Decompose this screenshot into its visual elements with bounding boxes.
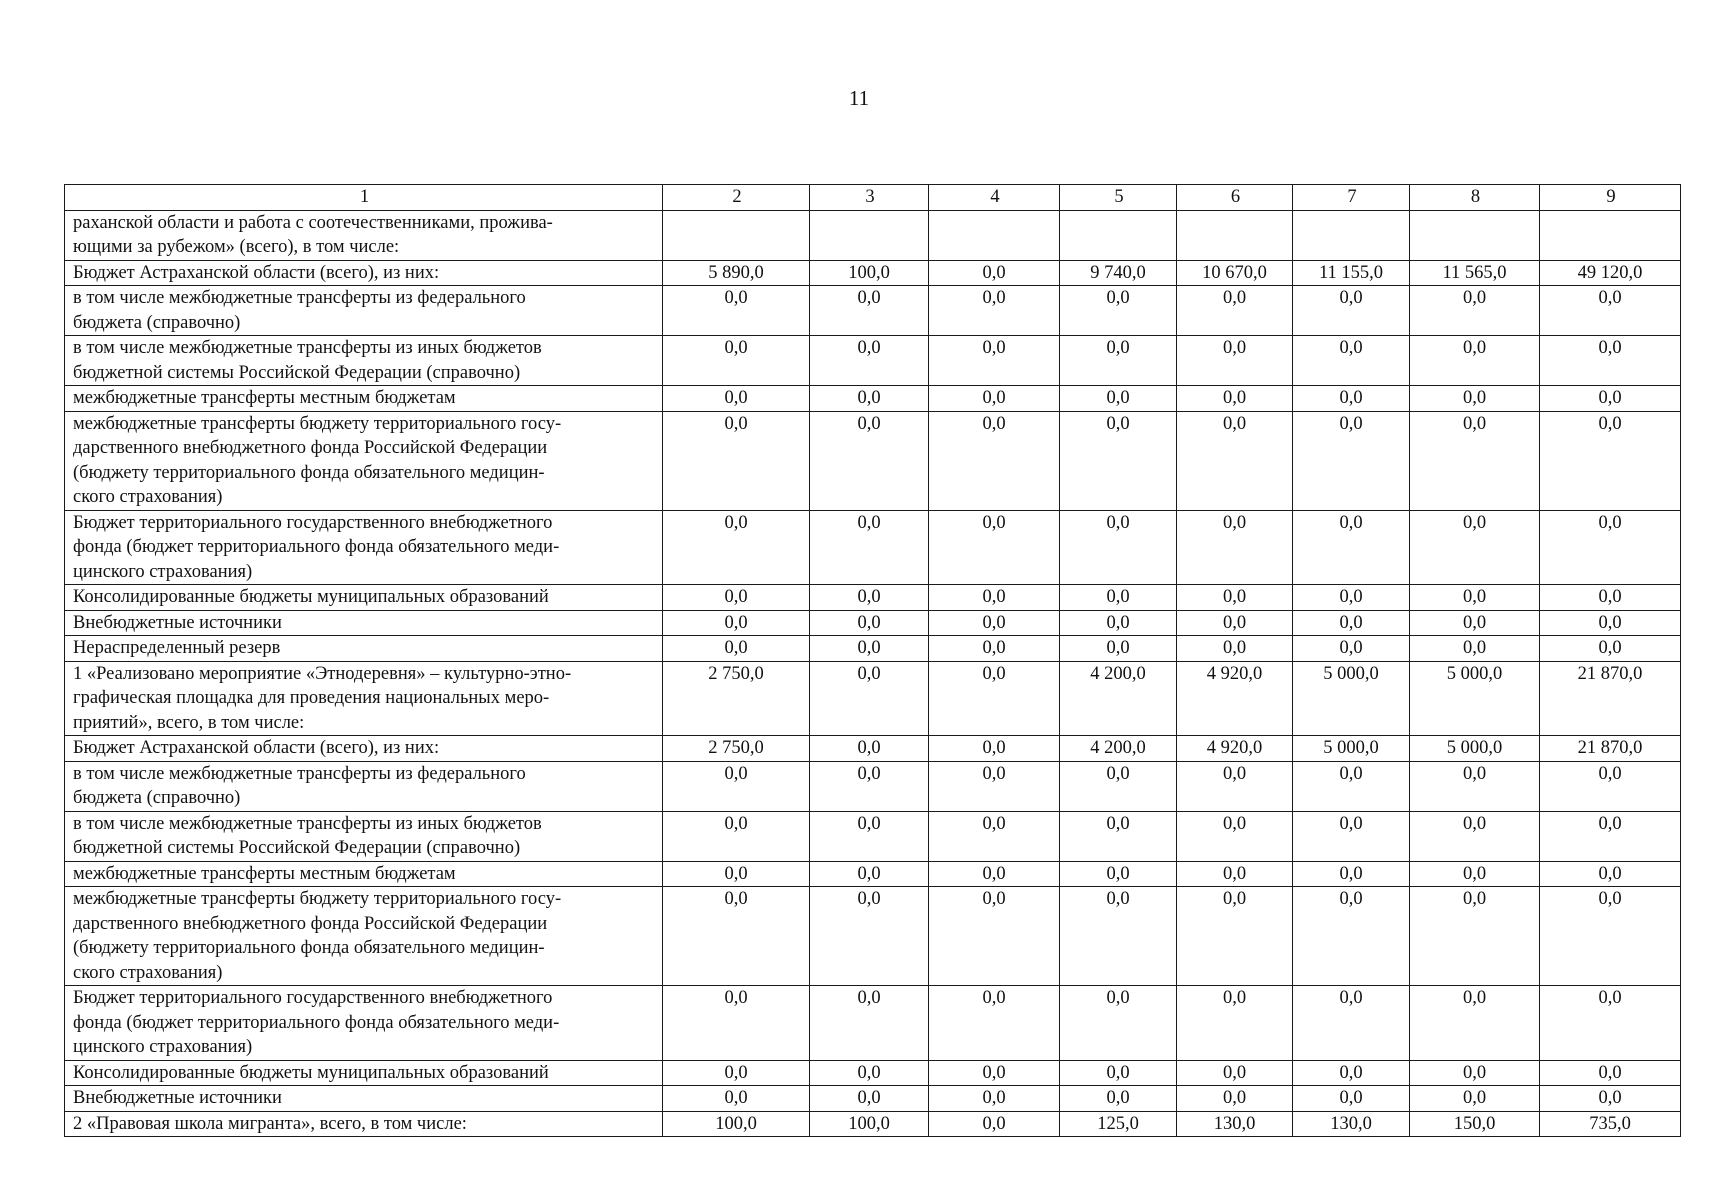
value-cell: 0,0: [929, 811, 1060, 861]
value-cell: 0,0: [663, 286, 810, 336]
value-cell: 0,0: [810, 411, 929, 510]
value-cell: 100,0: [810, 1111, 929, 1137]
value-cell: 0,0: [1540, 336, 1681, 386]
value-cell: 0,0: [1540, 1086, 1681, 1112]
value-cell: 2 750,0: [663, 661, 810, 736]
value-cell: 0,0: [663, 610, 810, 636]
value-cell: 0,0: [1410, 286, 1540, 336]
value-cell: 0,0: [1410, 1086, 1540, 1112]
value-cell: 0,0: [1177, 636, 1293, 662]
header-cell: 7: [1293, 185, 1410, 211]
value-cell: 125,0: [1060, 1111, 1177, 1137]
value-cell: 0,0: [1177, 510, 1293, 585]
value-cell: 0,0: [929, 887, 1060, 986]
value-cell: 0,0: [929, 761, 1060, 811]
value-cell: 0,0: [1540, 610, 1681, 636]
value-cell: 0,0: [1060, 887, 1177, 986]
value-cell: 0,0: [663, 411, 810, 510]
value-cell: 0,0: [810, 1060, 929, 1086]
value-cell: 0,0: [929, 411, 1060, 510]
value-cell: 0,0: [810, 661, 929, 736]
value-cell: 0,0: [1540, 986, 1681, 1061]
value-cell: 0,0: [929, 661, 1060, 736]
value-cell: 0,0: [1293, 1060, 1410, 1086]
value-cell: [929, 210, 1060, 260]
value-cell: 0,0: [1177, 1086, 1293, 1112]
value-cell: 0,0: [1410, 510, 1540, 585]
table-row: [65, 510, 1681, 585]
table-row: [65, 986, 1681, 1061]
value-cell: 130,0: [1177, 1111, 1293, 1137]
value-cell: 0,0: [1293, 1086, 1410, 1112]
value-cell: 0,0: [1060, 636, 1177, 662]
value-cell: 0,0: [663, 1086, 810, 1112]
value-cell: 0,0: [1293, 286, 1410, 336]
row-label: Консолидированные бюджеты муниципальных образований: [65, 585, 663, 611]
row-label: 1 «Реализовано мероприятие «Этнодеревня» – культурно-этно- графическая площадка для проведения национальных меро- приятий», всего, в том числе:: [65, 661, 663, 736]
row-label: в том числе межбюджетные трансферты из иных бюджетов бюджетной системы Российской Федерации (справочно): [65, 336, 663, 386]
row-label: межбюджетные трансферты бюджету территориального госу- дарственного внебюджетного фонда Российской Федерации (бюджету территориального фонда обязательного медицин- ского страхования): [65, 887, 663, 986]
value-cell: 0,0: [1410, 386, 1540, 412]
table-row: [65, 336, 1681, 386]
value-cell: 0,0: [1540, 887, 1681, 986]
header-cell: 2: [663, 185, 810, 211]
row-label: Консолидированные бюджеты муниципальных образований: [65, 1060, 663, 1086]
row-label: в том числе межбюджетные трансферты из иных бюджетов бюджетной системы Российской Федерации (справочно): [65, 811, 663, 861]
value-cell: 0,0: [810, 585, 929, 611]
value-cell: 0,0: [1177, 811, 1293, 861]
value-cell: 0,0: [663, 986, 810, 1061]
table-row: [65, 887, 1681, 986]
row-label: раханской области и работа с соотечественниками, прожива- ющими за рубежом» (всего), в том числе:: [65, 210, 663, 260]
value-cell: 0,0: [1540, 1060, 1681, 1086]
header-cell: 8: [1410, 185, 1540, 211]
value-cell: 0,0: [1177, 610, 1293, 636]
value-cell: 0,0: [1410, 411, 1540, 510]
value-cell: 0,0: [1060, 411, 1177, 510]
value-cell: 5 000,0: [1293, 661, 1410, 736]
page-number: 11: [848, 86, 870, 110]
value-cell: 21 870,0: [1540, 661, 1681, 736]
value-cell: 130,0: [1293, 1111, 1410, 1137]
value-cell: 11 155,0: [1293, 260, 1410, 286]
value-cell: 0,0: [663, 761, 810, 811]
value-cell: 0,0: [1060, 761, 1177, 811]
value-cell: 4 200,0: [1060, 661, 1177, 736]
value-cell: 735,0: [1540, 1111, 1681, 1137]
value-cell: 0,0: [810, 336, 929, 386]
table-row: [65, 1086, 1681, 1112]
value-cell: 0,0: [663, 1060, 810, 1086]
value-cell: 0,0: [1060, 861, 1177, 887]
value-cell: 0,0: [1177, 286, 1293, 336]
value-cell: 0,0: [1177, 761, 1293, 811]
value-cell: 0,0: [1540, 585, 1681, 611]
value-cell: [1540, 210, 1681, 260]
value-cell: [1410, 210, 1540, 260]
value-cell: 0,0: [929, 1060, 1060, 1086]
value-cell: 0,0: [929, 861, 1060, 887]
value-cell: 0,0: [1540, 386, 1681, 412]
value-cell: 0,0: [1060, 510, 1177, 585]
row-label: 2 «Правовая школа мигранта», всего, в том числе:: [65, 1111, 663, 1137]
value-cell: 0,0: [929, 610, 1060, 636]
table-row: [65, 636, 1681, 662]
value-cell: 0,0: [1060, 1060, 1177, 1086]
value-cell: 0,0: [1060, 585, 1177, 611]
value-cell: 0,0: [1410, 861, 1540, 887]
value-cell: 9 740,0: [1060, 260, 1177, 286]
value-cell: 0,0: [1293, 411, 1410, 510]
row-label: межбюджетные трансферты местным бюджетам: [65, 386, 663, 412]
table-row: [65, 386, 1681, 412]
value-cell: 0,0: [663, 336, 810, 386]
value-cell: 0,0: [1293, 386, 1410, 412]
value-cell: [1177, 210, 1293, 260]
value-cell: 0,0: [663, 811, 810, 861]
table-row: [65, 861, 1681, 887]
value-cell: 0,0: [929, 636, 1060, 662]
value-cell: 0,0: [810, 286, 929, 336]
table-row: [65, 1060, 1681, 1086]
value-cell: 0,0: [1177, 386, 1293, 412]
value-cell: 0,0: [1293, 761, 1410, 811]
value-cell: 4 920,0: [1177, 661, 1293, 736]
value-cell: 0,0: [663, 510, 810, 585]
table-row: [65, 411, 1681, 510]
value-cell: 0,0: [1410, 761, 1540, 811]
table-row: [65, 585, 1681, 611]
value-cell: 10 670,0: [1177, 260, 1293, 286]
row-label: Внебюджетные источники: [65, 610, 663, 636]
value-cell: 0,0: [663, 887, 810, 986]
value-cell: 100,0: [810, 260, 929, 286]
value-cell: 4 920,0: [1177, 736, 1293, 762]
value-cell: 0,0: [1060, 610, 1177, 636]
value-cell: 0,0: [929, 585, 1060, 611]
value-cell: 0,0: [1293, 336, 1410, 386]
value-cell: 2 750,0: [663, 736, 810, 762]
table-row: [65, 661, 1681, 736]
value-cell: 0,0: [1410, 336, 1540, 386]
value-cell: 0,0: [929, 1111, 1060, 1137]
value-cell: 0,0: [929, 336, 1060, 386]
row-label: межбюджетные трансферты бюджету территориального госу- дарственного внебюджетного фонда Российской Федерации (бюджету территориального фонда обязательного медицин- ского страхования): [65, 411, 663, 510]
value-cell: [1060, 210, 1177, 260]
value-cell: 0,0: [1540, 861, 1681, 887]
row-label: Бюджет Астраханской области (всего), из них:: [65, 736, 663, 762]
value-cell: 0,0: [810, 761, 929, 811]
value-cell: 0,0: [810, 811, 929, 861]
row-label: в том числе межбюджетные трансферты из федерального бюджета (справочно): [65, 286, 663, 336]
value-cell: 0,0: [929, 386, 1060, 412]
value-cell: 0,0: [1177, 861, 1293, 887]
value-cell: 0,0: [663, 386, 810, 412]
value-cell: 0,0: [1060, 811, 1177, 861]
value-cell: 0,0: [929, 510, 1060, 585]
value-cell: 0,0: [1060, 386, 1177, 412]
table-row: [65, 286, 1681, 336]
row-label: в том числе межбюджетные трансферты из федерального бюджета (справочно): [65, 761, 663, 811]
value-cell: 0,0: [1060, 986, 1177, 1061]
value-cell: 0,0: [1177, 1060, 1293, 1086]
value-cell: 5 000,0: [1410, 736, 1540, 762]
value-cell: 0,0: [929, 986, 1060, 1061]
value-cell: 0,0: [1060, 286, 1177, 336]
header-row: [65, 185, 1681, 211]
value-cell: [810, 210, 929, 260]
value-cell: 0,0: [1177, 411, 1293, 510]
value-cell: 0,0: [1060, 336, 1177, 386]
row-label: межбюджетные трансферты местным бюджетам: [65, 861, 663, 887]
value-cell: 0,0: [663, 636, 810, 662]
header-cell: 1: [65, 185, 663, 211]
value-cell: 0,0: [1410, 636, 1540, 662]
value-cell: 0,0: [810, 736, 929, 762]
value-cell: 0,0: [929, 1086, 1060, 1112]
value-cell: 11 565,0: [1410, 260, 1540, 286]
value-cell: 4 200,0: [1060, 736, 1177, 762]
header-cell: 5: [1060, 185, 1177, 211]
value-cell: 5 890,0: [663, 260, 810, 286]
value-cell: 0,0: [1410, 811, 1540, 861]
value-cell: 0,0: [1177, 887, 1293, 986]
value-cell: 0,0: [1293, 585, 1410, 611]
value-cell: 0,0: [1540, 411, 1681, 510]
table-row: [65, 610, 1681, 636]
value-cell: 0,0: [810, 610, 929, 636]
value-cell: 0,0: [1410, 887, 1540, 986]
value-cell: 0,0: [1410, 585, 1540, 611]
value-cell: 0,0: [663, 861, 810, 887]
row-label: Бюджет Астраханской области (всего), из них:: [65, 260, 663, 286]
value-cell: 0,0: [810, 986, 929, 1061]
row-label: Бюджет территориального государственного внебюджетного фонда (бюджет территориального фонда обязательного меди- цинского страхования): [65, 986, 663, 1061]
value-cell: 0,0: [929, 736, 1060, 762]
value-cell: 0,0: [810, 861, 929, 887]
value-cell: 0,0: [810, 510, 929, 585]
value-cell: 100,0: [663, 1111, 810, 1137]
table-row: [65, 811, 1681, 861]
value-cell: [1293, 210, 1410, 260]
header-cell: 9: [1540, 185, 1681, 211]
table-row: [65, 260, 1681, 286]
value-cell: 0,0: [1540, 761, 1681, 811]
value-cell: 0,0: [1410, 986, 1540, 1061]
row-label: Внебюджетные источники: [65, 1086, 663, 1112]
value-cell: 49 120,0: [1540, 260, 1681, 286]
value-cell: 0,0: [1540, 636, 1681, 662]
value-cell: 0,0: [1293, 986, 1410, 1061]
value-cell: 0,0: [929, 260, 1060, 286]
table-row: [65, 1111, 1681, 1137]
value-cell: 0,0: [1177, 336, 1293, 386]
value-cell: 0,0: [1410, 1060, 1540, 1086]
value-cell: 0,0: [810, 386, 929, 412]
value-cell: 0,0: [1060, 1086, 1177, 1112]
table-row: [65, 761, 1681, 811]
value-cell: 0,0: [1293, 861, 1410, 887]
row-label: Бюджет территориального государственного внебюджетного фонда (бюджет территориального фонда обязательного меди- цинского страхования): [65, 510, 663, 585]
table-row: [65, 736, 1681, 762]
value-cell: 0,0: [663, 585, 810, 611]
value-cell: 0,0: [1293, 636, 1410, 662]
header-cell: 4: [929, 185, 1060, 211]
value-cell: 150,0: [1410, 1111, 1540, 1137]
header-cell: 6: [1177, 185, 1293, 211]
value-cell: 5 000,0: [1293, 736, 1410, 762]
value-cell: 0,0: [1410, 610, 1540, 636]
value-cell: 0,0: [1540, 510, 1681, 585]
value-cell: 0,0: [1293, 887, 1410, 986]
value-cell: [663, 210, 810, 260]
value-cell: 0,0: [1293, 610, 1410, 636]
value-cell: 0,0: [1540, 811, 1681, 861]
value-cell: 0,0: [1293, 510, 1410, 585]
table-row: [65, 210, 1681, 260]
value-cell: 21 870,0: [1540, 736, 1681, 762]
budget-table: [64, 184, 1681, 1137]
row-label: Нераспределенный резерв: [65, 636, 663, 662]
value-cell: 0,0: [1540, 286, 1681, 336]
value-cell: 0,0: [1177, 585, 1293, 611]
header-cell: 3: [810, 185, 929, 211]
value-cell: 0,0: [1293, 811, 1410, 861]
value-cell: 0,0: [810, 1086, 929, 1112]
value-cell: 0,0: [929, 286, 1060, 336]
value-cell: 5 000,0: [1410, 661, 1540, 736]
value-cell: 0,0: [810, 887, 929, 986]
value-cell: 0,0: [810, 636, 929, 662]
value-cell: 0,0: [1177, 986, 1293, 1061]
